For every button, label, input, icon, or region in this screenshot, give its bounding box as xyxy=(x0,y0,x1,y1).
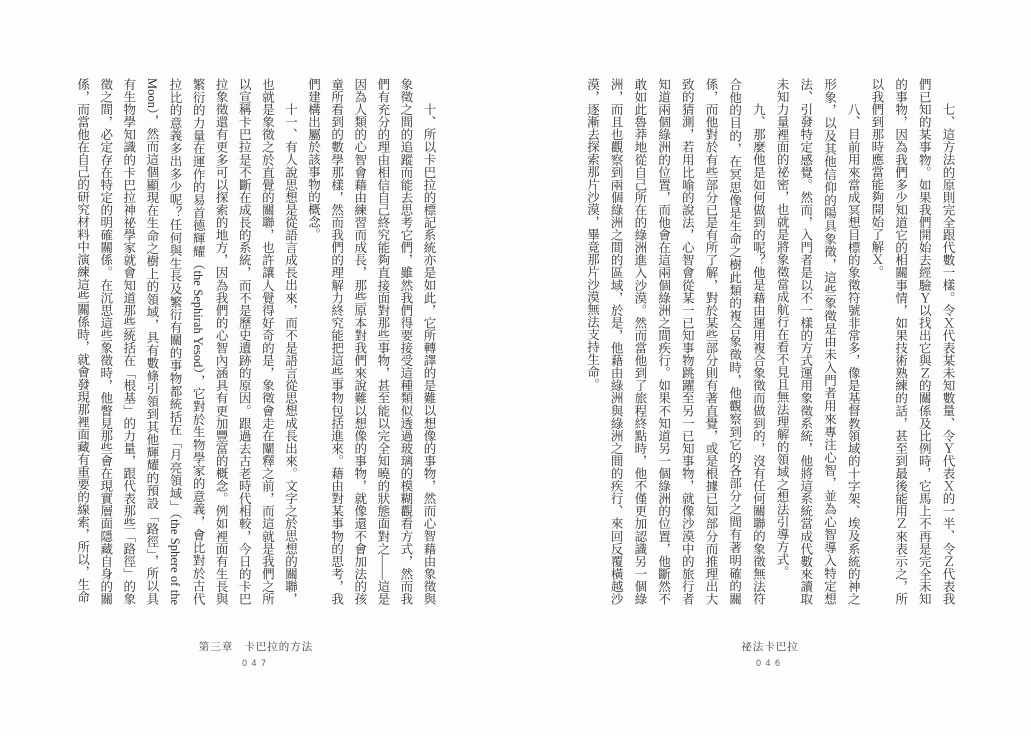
page-right-footer xyxy=(580,641,960,669)
running-title: 祕法卡巴拉 xyxy=(741,642,799,653)
chapter-title: 卡巴拉的方法 xyxy=(244,642,314,653)
paragraph-eleven: 十一、有人說思想是從語言成長出來，而不是語言從思想成長出來。文字之於思想的關聯，也就是象徵之於直覺的關聯，也許讓人覺得好奇的是，象徵會走在闡釋之前，而這就是我們之所以宣稱卡巴拉是不斷在成長的系統，而不是歷史遺跡的原因。跟過去古老時代相較，今日的卡巴拉象徵還有更多可以探索的地方，因為我們的心智內涵具有更加豐富的概念。例如裡面有生長與繁衍的力量在運作的易首德輝耀（the Sephirah Yesod），它對於生物學家的意義，會比對於古代拉比的意義多出多少呢？任何與生長及繁衍有關的事物都統括在「月亮領域」（the Sphere of the Moon），然而這個顯現在生命之樹上的領域，具有數條引領到其他輝耀的預設「路徑」，所以具有生物學知識的卡巴拉神祕學家就會知道那些統括在「根基」的力量，跟代表那些「路徑」的象徵之間，必定存在特定的明確關係。在沉思這些象徵時，他瞥見那些會在現實層面隱藏自身的關係，而當他在自己的研究材料中演練這些關係時，就會發現那裡面藏有重要的線索，所以，生命 xyxy=(75,78,298,605)
page-number: 046 xyxy=(755,659,785,669)
page-right-text-block xyxy=(580,78,959,605)
paragraph-nine: 九、那麼他是如何做到的呢？他是藉由運用複合象徵而做到的，沒有任何關聯的象徵無法符合他的目的，在冥思像是生命之樹此類的複合象徵時，他觀察到它的各部分之間有著明確的關係，而他對於有些部分已是有所了解，對於某些部分則有著直覺，或是根據已知部分而推理出大致的猜測，若用比喻的說法，心智會從某一已知事物跳躍至另一已知事物，就像沙漠中的旅行者知道兩個綠洲的位置，而他會在這兩個綠洲之間疾行。如果不知道另一個綠洲的位置，他斷然不敢如此魯莽地從自己所在的綠洲進入沙漠。然而當他到了旅程終點時，他不僅更加認識另一個綠洲，而且也觀察到兩個綠洲之間的區域，於是，他藉由綠洲與綠洲之間的疾行、來回反覆橫越沙漠，逐漸去探索那片沙漠，畢竟那片沙漠無法支持生命。 xyxy=(585,78,766,605)
page-left-footer xyxy=(70,641,442,669)
paragraph-eight: 八、目前用來當成冥想目標的象徵符號非常多，像是基督教領域的十字架、埃及系統的神之形象，以及其他信仰的陽具象徵，這些象徵是由未入門者用來專注心智，並為心智導入特定想法、引發特定感覺。然而，入門者是以不一樣的方式運用象徵系統，他將這系統當成代數來讀取未知力量裡面的祕密，也就是將象徵當成航行在看不見且無法理解的領域之想法引導方式。 xyxy=(775,78,861,605)
paragraph-seven: 七、這方法的原則完全跟代數一樣。令Ｘ代表某未知數量、令Ｙ代表Ｘ的一半、令Ｚ代表我們已知的某事物。如果我們開始去經驗Ｙ以找出它與Ｚ的關係及比例時，它馬上不再是完全未知的事物，因為我們多少知道它的相關事情，如果技術熟練的話，甚至到最後能用Ｚ來表示之，所以我們到那時應當能夠開始了解Ｘ。 xyxy=(869,78,955,605)
chapter-heading xyxy=(70,641,442,654)
paragraph-ten: 十、所以卡巴拉的標記系統亦是如此，它所轉譯的是難以想像的事物，然而心智藉由象徵與象徵之間的追蹤而能去思考它們，雖然我們得要接受這種類似透過玻璃的模糊觀看方式，然而我們有充分的理由相信自己終究能夠直接面對那些事物，甚至能以完全知曉的狀態面對之——這是因為人類的心智會藉由練習而成長，那些原本對我們來說難以想像的事物，就像還不會加法的孩童所看到的數學那樣，然而我們的理解力終究能把這些事物包括進來。藉由對某事物的思考，我們建構出屬於該事物的概念。 xyxy=(306,78,436,605)
chapter-label: 第三章 xyxy=(198,642,234,653)
page-number: 047 xyxy=(241,659,271,669)
page-left-text-block xyxy=(71,78,441,605)
